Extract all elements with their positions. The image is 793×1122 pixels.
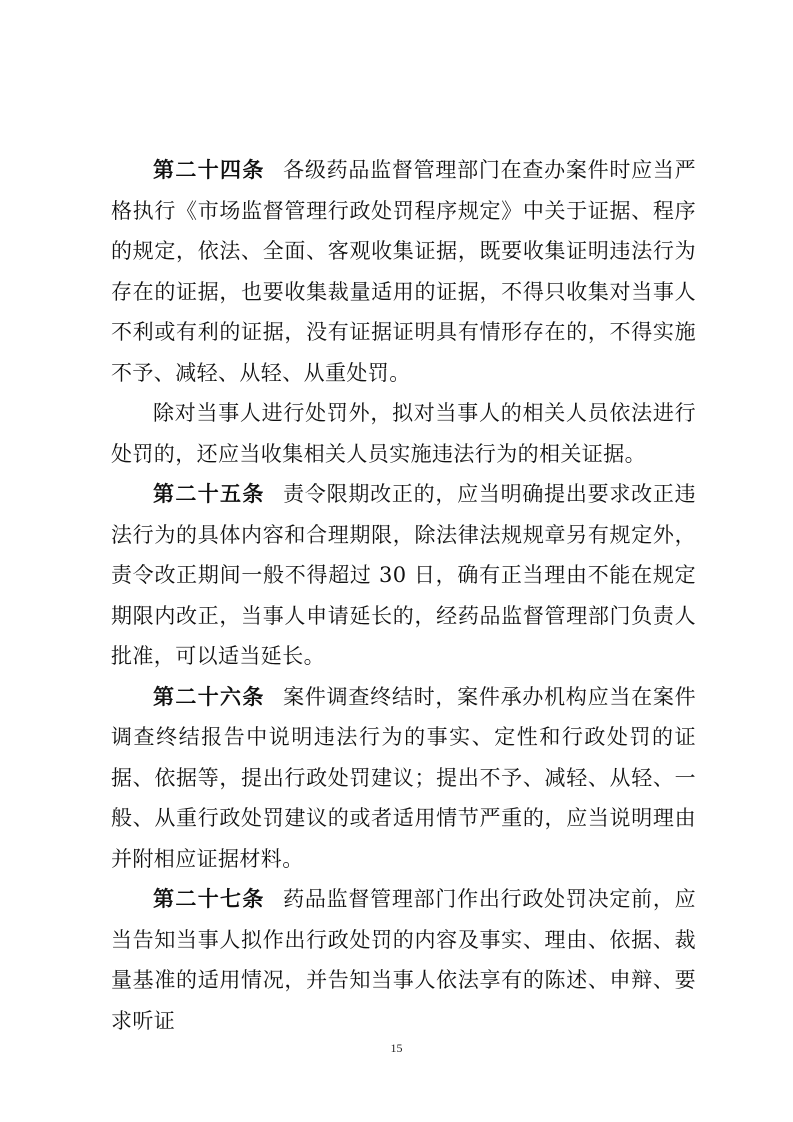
page-number: 15 (390, 1041, 403, 1055)
article-24-continuation-text: 除对当事人进行处罚外，拟对当事人的相关人员依法进行处罚的，还应当收集相关人员实施违法行为的相关证据。 (111, 401, 696, 466)
article-25-text: 责令限期改正的，应当明确提出要求改正违法行为的具体内容和合理期限，除法律法规规章另有规定外，责令改正期间一般不得超过 30 日，确有正当理由不能在规定期限内改正，当事人申请延长的，经药品监督管理部门负责人批准，可以适当延长。 (111, 482, 696, 668)
article-26-paragraph (111, 677, 696, 880)
document-body (111, 150, 696, 1041)
article-26-text: 案件调查终结时，案件承办机构应当在案件调查终结报告中说明违法行为的事实、定性和行政处罚的证据、依据等，提出行政处罚建议；提出不予、减轻、从轻、一般、从重行政处罚建议的或者适用情节严重的，应当说明理由并附相应证据材料。 (111, 684, 696, 871)
article-25-title: 第二十五条 (153, 482, 265, 506)
article-27-paragraph (111, 879, 696, 1041)
article-24-paragraph (111, 150, 696, 393)
article-24-title: 第二十四条 (153, 158, 265, 182)
article-26-title: 第二十六条 (153, 684, 265, 709)
article-24-text: 各级药品监督管理部门在查办案件时应当严格执行《市场监督管理行政处罚程序规定》中关于证据、程序的规定，依法、全面、客观收集证据，既要收集证明违法行为存在的证据，也要收集裁量适用的证据，不得只收集对当事人不利或有利的证据，没有证据证明具有情形存在的，不得实施不予、减轻、从轻、从重处罚。 (111, 158, 696, 385)
article-27-text: 药品监督管理部门作出行政处罚决定前，应当告知当事人拟作出行政处罚的内容及事实、理由、依据、裁量基准的适用情况，并告知当事人依法享有的陈述、申辩、要求听证 (111, 887, 696, 1033)
article-27-title: 第二十七条 (153, 887, 265, 911)
article-25-paragraph (111, 474, 696, 677)
article-24-continuation-paragraph (111, 393, 696, 474)
